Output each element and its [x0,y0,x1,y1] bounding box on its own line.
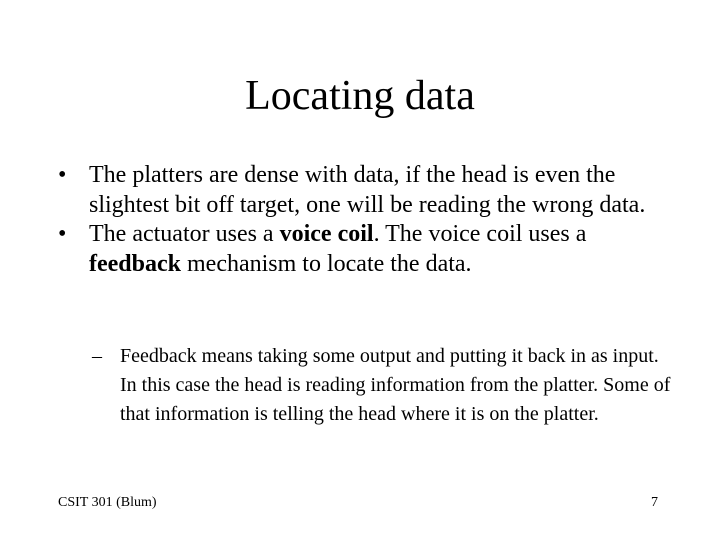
text-segment: mechanism to locate the data. [181,250,472,277]
bullet-list [58,161,678,279]
text-segment: The platters are dense with data, if the head is even the slightest bit off target, one will be reading the wrong data. [89,162,646,218]
bullet-text [89,221,586,277]
footer-course: CSIT 301 (Blum) [58,495,157,510]
bullet-marker: • [58,162,67,188]
bold-term-feedback: feedback [89,250,181,277]
bullet-item [58,220,678,279]
text-segment: . The voice coil uses a [373,221,587,247]
footer-page-number: 7 [651,495,658,510]
sub-bullet-marker: – [92,345,102,367]
sub-bullet-item [92,342,672,429]
bullet-text [89,162,645,218]
text-segment: The actuator uses a [89,221,280,247]
sub-bullet-list [92,342,672,429]
slide-title: Locating data [245,73,475,119]
sub-bullet-text: Feedback means taking some output and putting it back in as input. In this case the head is reading information from the platter. Some of that information is telling the head where it is on the platter. [120,345,671,425]
bullet-marker: • [58,221,67,247]
bullet-item [58,161,678,220]
bold-term-voice-coil: voice coil [279,221,374,247]
